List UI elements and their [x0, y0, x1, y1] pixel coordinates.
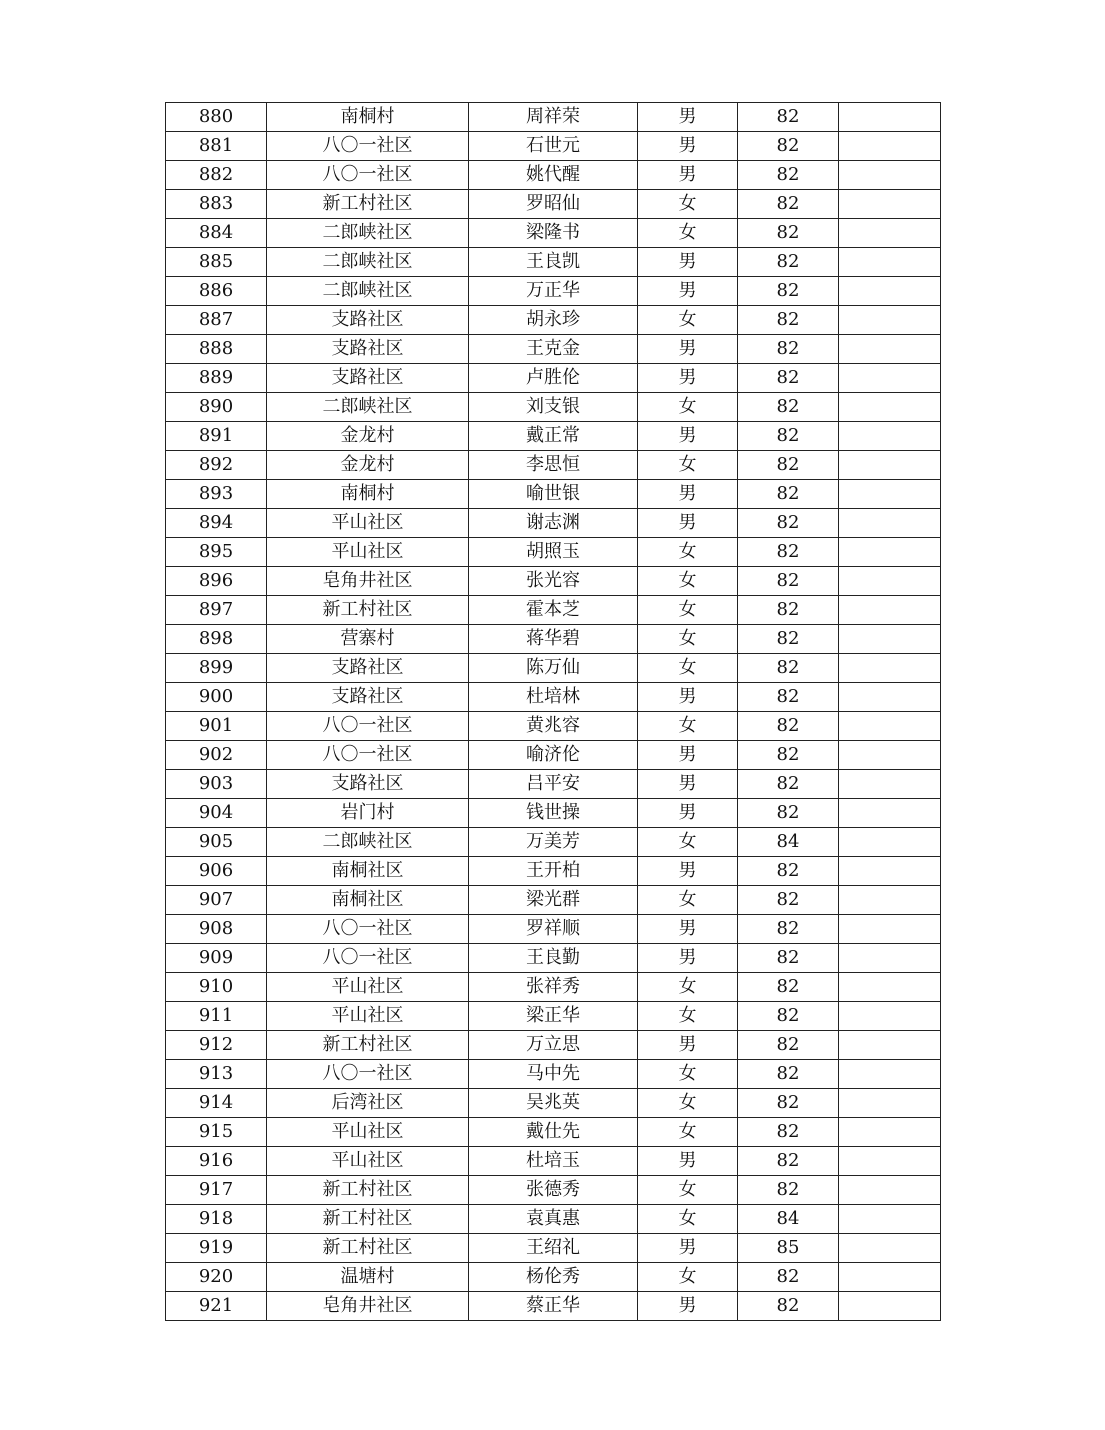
community-cell: 八〇一社区	[267, 741, 469, 770]
remarks-cell	[839, 770, 941, 799]
table-row	[166, 915, 941, 944]
table-row	[166, 1147, 941, 1176]
remarks-cell	[839, 973, 941, 1002]
gender-cell: 女	[638, 1118, 738, 1147]
age-cell: 82	[738, 625, 839, 654]
serial-number-cell: 897	[166, 596, 267, 625]
serial-number-cell: 884	[166, 219, 267, 248]
community-cell: 二郎峡社区	[267, 828, 469, 857]
table-row	[166, 306, 941, 335]
name-cell: 李思恒	[469, 451, 638, 480]
gender-cell: 男	[638, 741, 738, 770]
roster-table	[165, 102, 941, 1321]
serial-number-cell: 896	[166, 567, 267, 596]
name-cell: 黄兆容	[469, 712, 638, 741]
serial-number-cell: 917	[166, 1176, 267, 1205]
gender-cell: 女	[638, 393, 738, 422]
community-cell: 支路社区	[267, 335, 469, 364]
remarks-cell	[839, 1234, 941, 1263]
gender-cell: 男	[638, 944, 738, 973]
table-row	[166, 1002, 941, 1031]
table-row	[166, 219, 941, 248]
name-cell: 胡照玉	[469, 538, 638, 567]
community-cell: 新工村社区	[267, 1205, 469, 1234]
name-cell: 戴仕先	[469, 1118, 638, 1147]
community-cell: 二郎峡社区	[267, 248, 469, 277]
table-row	[166, 422, 941, 451]
age-cell: 82	[738, 1002, 839, 1031]
remarks-cell	[839, 335, 941, 364]
name-cell: 杜培玉	[469, 1147, 638, 1176]
serial-number-cell: 881	[166, 132, 267, 161]
serial-number-cell: 915	[166, 1118, 267, 1147]
remarks-cell	[839, 1176, 941, 1205]
gender-cell: 女	[638, 1176, 738, 1205]
community-cell: 金龙村	[267, 422, 469, 451]
name-cell: 王开柏	[469, 857, 638, 886]
age-cell: 82	[738, 277, 839, 306]
gender-cell: 男	[638, 132, 738, 161]
age-cell: 82	[738, 509, 839, 538]
serial-number-cell: 909	[166, 944, 267, 973]
serial-number-cell: 913	[166, 1060, 267, 1089]
community-cell: 新工村社区	[267, 190, 469, 219]
age-cell: 82	[738, 451, 839, 480]
age-cell: 82	[738, 103, 839, 132]
serial-number-cell: 880	[166, 103, 267, 132]
remarks-cell	[839, 712, 941, 741]
gender-cell: 女	[638, 1263, 738, 1292]
name-cell: 喻济伦	[469, 741, 638, 770]
community-cell: 平山社区	[267, 509, 469, 538]
name-cell: 戴正常	[469, 422, 638, 451]
serial-number-cell: 889	[166, 364, 267, 393]
remarks-cell	[839, 1147, 941, 1176]
serial-number-cell: 894	[166, 509, 267, 538]
gender-cell: 男	[638, 1234, 738, 1263]
gender-cell: 男	[638, 857, 738, 886]
serial-number-cell: 908	[166, 915, 267, 944]
name-cell: 梁光群	[469, 886, 638, 915]
name-cell: 刘支银	[469, 393, 638, 422]
community-cell: 营寨村	[267, 625, 469, 654]
gender-cell: 女	[638, 190, 738, 219]
remarks-cell	[839, 190, 941, 219]
gender-cell: 男	[638, 799, 738, 828]
remarks-cell	[839, 1205, 941, 1234]
table-row	[166, 132, 941, 161]
community-cell: 平山社区	[267, 973, 469, 1002]
table-row	[166, 944, 941, 973]
serial-number-cell: 905	[166, 828, 267, 857]
age-cell: 82	[738, 1147, 839, 1176]
table-row	[166, 1292, 941, 1321]
serial-number-cell: 901	[166, 712, 267, 741]
name-cell: 罗祥顺	[469, 915, 638, 944]
serial-number-cell: 910	[166, 973, 267, 1002]
community-cell: 支路社区	[267, 683, 469, 712]
serial-number-cell: 906	[166, 857, 267, 886]
age-cell: 82	[738, 422, 839, 451]
community-cell: 新工村社区	[267, 1234, 469, 1263]
remarks-cell	[839, 1031, 941, 1060]
remarks-cell	[839, 944, 941, 973]
age-cell: 82	[738, 770, 839, 799]
community-cell: 八〇一社区	[267, 712, 469, 741]
serial-number-cell: 921	[166, 1292, 267, 1321]
gender-cell: 男	[638, 248, 738, 277]
remarks-cell	[839, 364, 941, 393]
serial-number-cell: 892	[166, 451, 267, 480]
serial-number-cell: 895	[166, 538, 267, 567]
table-row	[166, 538, 941, 567]
name-cell: 吕平安	[469, 770, 638, 799]
gender-cell: 男	[638, 683, 738, 712]
age-cell: 82	[738, 712, 839, 741]
community-cell: 新工村社区	[267, 1031, 469, 1060]
name-cell: 陈万仙	[469, 654, 638, 683]
age-cell: 82	[738, 219, 839, 248]
serial-number-cell: 893	[166, 480, 267, 509]
serial-number-cell: 912	[166, 1031, 267, 1060]
remarks-cell	[839, 828, 941, 857]
age-cell: 82	[738, 190, 839, 219]
gender-cell: 女	[638, 886, 738, 915]
table-row	[166, 451, 941, 480]
remarks-cell	[839, 1089, 941, 1118]
table-row	[166, 1234, 941, 1263]
gender-cell: 女	[638, 538, 738, 567]
name-cell: 蔡正华	[469, 1292, 638, 1321]
gender-cell: 男	[638, 335, 738, 364]
gender-cell: 女	[638, 1205, 738, 1234]
remarks-cell	[839, 103, 941, 132]
community-cell: 支路社区	[267, 364, 469, 393]
gender-cell: 女	[638, 567, 738, 596]
remarks-cell	[839, 915, 941, 944]
serial-number-cell: 899	[166, 654, 267, 683]
name-cell: 张德秀	[469, 1176, 638, 1205]
table-row	[166, 248, 941, 277]
table-row	[166, 567, 941, 596]
age-cell: 82	[738, 857, 839, 886]
name-cell: 钱世操	[469, 799, 638, 828]
table-row	[166, 741, 941, 770]
remarks-cell	[839, 857, 941, 886]
age-cell: 82	[738, 161, 839, 190]
gender-cell: 女	[638, 828, 738, 857]
remarks-cell	[839, 654, 941, 683]
serial-number-cell: 903	[166, 770, 267, 799]
age-cell: 82	[738, 567, 839, 596]
serial-number-cell: 890	[166, 393, 267, 422]
age-cell: 82	[738, 538, 839, 567]
serial-number-cell: 900	[166, 683, 267, 712]
serial-number-cell: 920	[166, 1263, 267, 1292]
name-cell: 王良勤	[469, 944, 638, 973]
table-row	[166, 190, 941, 219]
table-row	[166, 364, 941, 393]
roster-table-body	[166, 103, 941, 1321]
serial-number-cell: 918	[166, 1205, 267, 1234]
age-cell: 82	[738, 393, 839, 422]
community-cell: 岩门村	[267, 799, 469, 828]
remarks-cell	[839, 480, 941, 509]
table-row	[166, 1089, 941, 1118]
table-row	[166, 973, 941, 1002]
age-cell: 82	[738, 248, 839, 277]
community-cell: 皂角井社区	[267, 567, 469, 596]
remarks-cell	[839, 277, 941, 306]
age-cell: 82	[738, 335, 839, 364]
gender-cell: 男	[638, 1292, 738, 1321]
remarks-cell	[839, 1263, 941, 1292]
name-cell: 石世元	[469, 132, 638, 161]
name-cell: 胡永珍	[469, 306, 638, 335]
table-row	[166, 654, 941, 683]
age-cell: 82	[738, 683, 839, 712]
community-cell: 八〇一社区	[267, 132, 469, 161]
age-cell: 82	[738, 741, 839, 770]
serial-number-cell: 914	[166, 1089, 267, 1118]
name-cell: 吴兆英	[469, 1089, 638, 1118]
gender-cell: 男	[638, 277, 738, 306]
community-cell: 支路社区	[267, 654, 469, 683]
table-row	[166, 712, 941, 741]
serial-number-cell: 882	[166, 161, 267, 190]
gender-cell: 女	[638, 625, 738, 654]
name-cell: 梁正华	[469, 1002, 638, 1031]
table-row	[166, 1205, 941, 1234]
gender-cell: 男	[638, 509, 738, 538]
age-cell: 84	[738, 1205, 839, 1234]
gender-cell: 男	[638, 161, 738, 190]
community-cell: 南桐社区	[267, 886, 469, 915]
remarks-cell	[839, 509, 941, 538]
serial-number-cell: 887	[166, 306, 267, 335]
community-cell: 平山社区	[267, 1118, 469, 1147]
remarks-cell	[839, 1060, 941, 1089]
name-cell: 杨伦秀	[469, 1263, 638, 1292]
remarks-cell	[839, 306, 941, 335]
table-row	[166, 770, 941, 799]
remarks-cell	[839, 886, 941, 915]
community-cell: 八〇一社区	[267, 1060, 469, 1089]
remarks-cell	[839, 1292, 941, 1321]
remarks-cell	[839, 625, 941, 654]
community-cell: 南桐村	[267, 480, 469, 509]
gender-cell: 女	[638, 712, 738, 741]
community-cell: 支路社区	[267, 306, 469, 335]
age-cell: 82	[738, 799, 839, 828]
age-cell: 82	[738, 1089, 839, 1118]
name-cell: 王良凯	[469, 248, 638, 277]
gender-cell: 女	[638, 654, 738, 683]
name-cell: 霍本芝	[469, 596, 638, 625]
name-cell: 马中先	[469, 1060, 638, 1089]
name-cell: 张光容	[469, 567, 638, 596]
remarks-cell	[839, 422, 941, 451]
name-cell: 周祥荣	[469, 103, 638, 132]
remarks-cell	[839, 132, 941, 161]
table-row	[166, 857, 941, 886]
remarks-cell	[839, 538, 941, 567]
table-row	[166, 277, 941, 306]
name-cell: 罗昭仙	[469, 190, 638, 219]
serial-number-cell: 916	[166, 1147, 267, 1176]
age-cell: 82	[738, 886, 839, 915]
age-cell: 82	[738, 973, 839, 1002]
gender-cell: 男	[638, 364, 738, 393]
remarks-cell	[839, 451, 941, 480]
remarks-cell	[839, 741, 941, 770]
community-cell: 新工村社区	[267, 596, 469, 625]
name-cell: 万美芳	[469, 828, 638, 857]
gender-cell: 女	[638, 1060, 738, 1089]
community-cell: 平山社区	[267, 1147, 469, 1176]
age-cell: 82	[738, 1031, 839, 1060]
name-cell: 张祥秀	[469, 973, 638, 1002]
table-row	[166, 1031, 941, 1060]
name-cell: 杜培林	[469, 683, 638, 712]
serial-number-cell: 885	[166, 248, 267, 277]
remarks-cell	[839, 1002, 941, 1031]
table-row	[166, 828, 941, 857]
gender-cell: 女	[638, 1002, 738, 1031]
name-cell: 喻世银	[469, 480, 638, 509]
community-cell: 平山社区	[267, 538, 469, 567]
name-cell: 王绍礼	[469, 1234, 638, 1263]
remarks-cell	[839, 596, 941, 625]
gender-cell: 男	[638, 1031, 738, 1060]
table-row	[166, 393, 941, 422]
community-cell: 南桐村	[267, 103, 469, 132]
age-cell: 82	[738, 654, 839, 683]
table-row	[166, 799, 941, 828]
community-cell: 八〇一社区	[267, 161, 469, 190]
community-cell: 八〇一社区	[267, 915, 469, 944]
serial-number-cell: 886	[166, 277, 267, 306]
table-row	[166, 1118, 941, 1147]
serial-number-cell: 888	[166, 335, 267, 364]
age-cell: 82	[738, 306, 839, 335]
name-cell: 王克金	[469, 335, 638, 364]
name-cell: 袁真惠	[469, 1205, 638, 1234]
name-cell: 梁隆书	[469, 219, 638, 248]
age-cell: 82	[738, 480, 839, 509]
community-cell: 温塘村	[267, 1263, 469, 1292]
table-row	[166, 509, 941, 538]
remarks-cell	[839, 799, 941, 828]
community-cell: 二郎峡社区	[267, 219, 469, 248]
gender-cell: 女	[638, 306, 738, 335]
gender-cell: 男	[638, 480, 738, 509]
gender-cell: 男	[638, 103, 738, 132]
serial-number-cell: 898	[166, 625, 267, 654]
community-cell: 金龙村	[267, 451, 469, 480]
age-cell: 82	[738, 1292, 839, 1321]
remarks-cell	[839, 248, 941, 277]
community-cell: 皂角井社区	[267, 1292, 469, 1321]
serial-number-cell: 911	[166, 1002, 267, 1031]
gender-cell: 男	[638, 1147, 738, 1176]
table-row	[166, 480, 941, 509]
age-cell: 85	[738, 1234, 839, 1263]
community-cell: 八〇一社区	[267, 944, 469, 973]
gender-cell: 女	[638, 451, 738, 480]
gender-cell: 女	[638, 219, 738, 248]
community-cell: 支路社区	[267, 770, 469, 799]
age-cell: 82	[738, 1263, 839, 1292]
name-cell: 万立思	[469, 1031, 638, 1060]
table-row	[166, 683, 941, 712]
age-cell: 82	[738, 1060, 839, 1089]
name-cell: 万正华	[469, 277, 638, 306]
age-cell: 84	[738, 828, 839, 857]
age-cell: 82	[738, 1118, 839, 1147]
remarks-cell	[839, 161, 941, 190]
age-cell: 82	[738, 915, 839, 944]
gender-cell: 男	[638, 422, 738, 451]
community-cell: 二郎峡社区	[267, 393, 469, 422]
table-row	[166, 335, 941, 364]
remarks-cell	[839, 219, 941, 248]
gender-cell: 男	[638, 915, 738, 944]
remarks-cell	[839, 393, 941, 422]
age-cell: 82	[738, 132, 839, 161]
table-row	[166, 161, 941, 190]
community-cell: 平山社区	[267, 1002, 469, 1031]
table-row	[166, 1060, 941, 1089]
serial-number-cell: 891	[166, 422, 267, 451]
name-cell: 姚代醒	[469, 161, 638, 190]
serial-number-cell: 907	[166, 886, 267, 915]
serial-number-cell: 904	[166, 799, 267, 828]
name-cell: 卢胜伦	[469, 364, 638, 393]
serial-number-cell: 902	[166, 741, 267, 770]
gender-cell: 女	[638, 973, 738, 1002]
remarks-cell	[839, 1118, 941, 1147]
remarks-cell	[839, 567, 941, 596]
age-cell: 82	[738, 364, 839, 393]
serial-number-cell: 919	[166, 1234, 267, 1263]
table-row	[166, 625, 941, 654]
age-cell: 82	[738, 1176, 839, 1205]
table-row	[166, 103, 941, 132]
community-cell: 新工村社区	[267, 1176, 469, 1205]
community-cell: 二郎峡社区	[267, 277, 469, 306]
gender-cell: 女	[638, 596, 738, 625]
age-cell: 82	[738, 944, 839, 973]
community-cell: 南桐社区	[267, 857, 469, 886]
gender-cell: 男	[638, 770, 738, 799]
name-cell: 蒋华碧	[469, 625, 638, 654]
table-row	[166, 596, 941, 625]
table-row	[166, 1176, 941, 1205]
table-row	[166, 1263, 941, 1292]
remarks-cell	[839, 683, 941, 712]
serial-number-cell: 883	[166, 190, 267, 219]
gender-cell: 女	[638, 1089, 738, 1118]
community-cell: 后湾社区	[267, 1089, 469, 1118]
name-cell: 谢志渊	[469, 509, 638, 538]
table-row	[166, 886, 941, 915]
age-cell: 82	[738, 596, 839, 625]
